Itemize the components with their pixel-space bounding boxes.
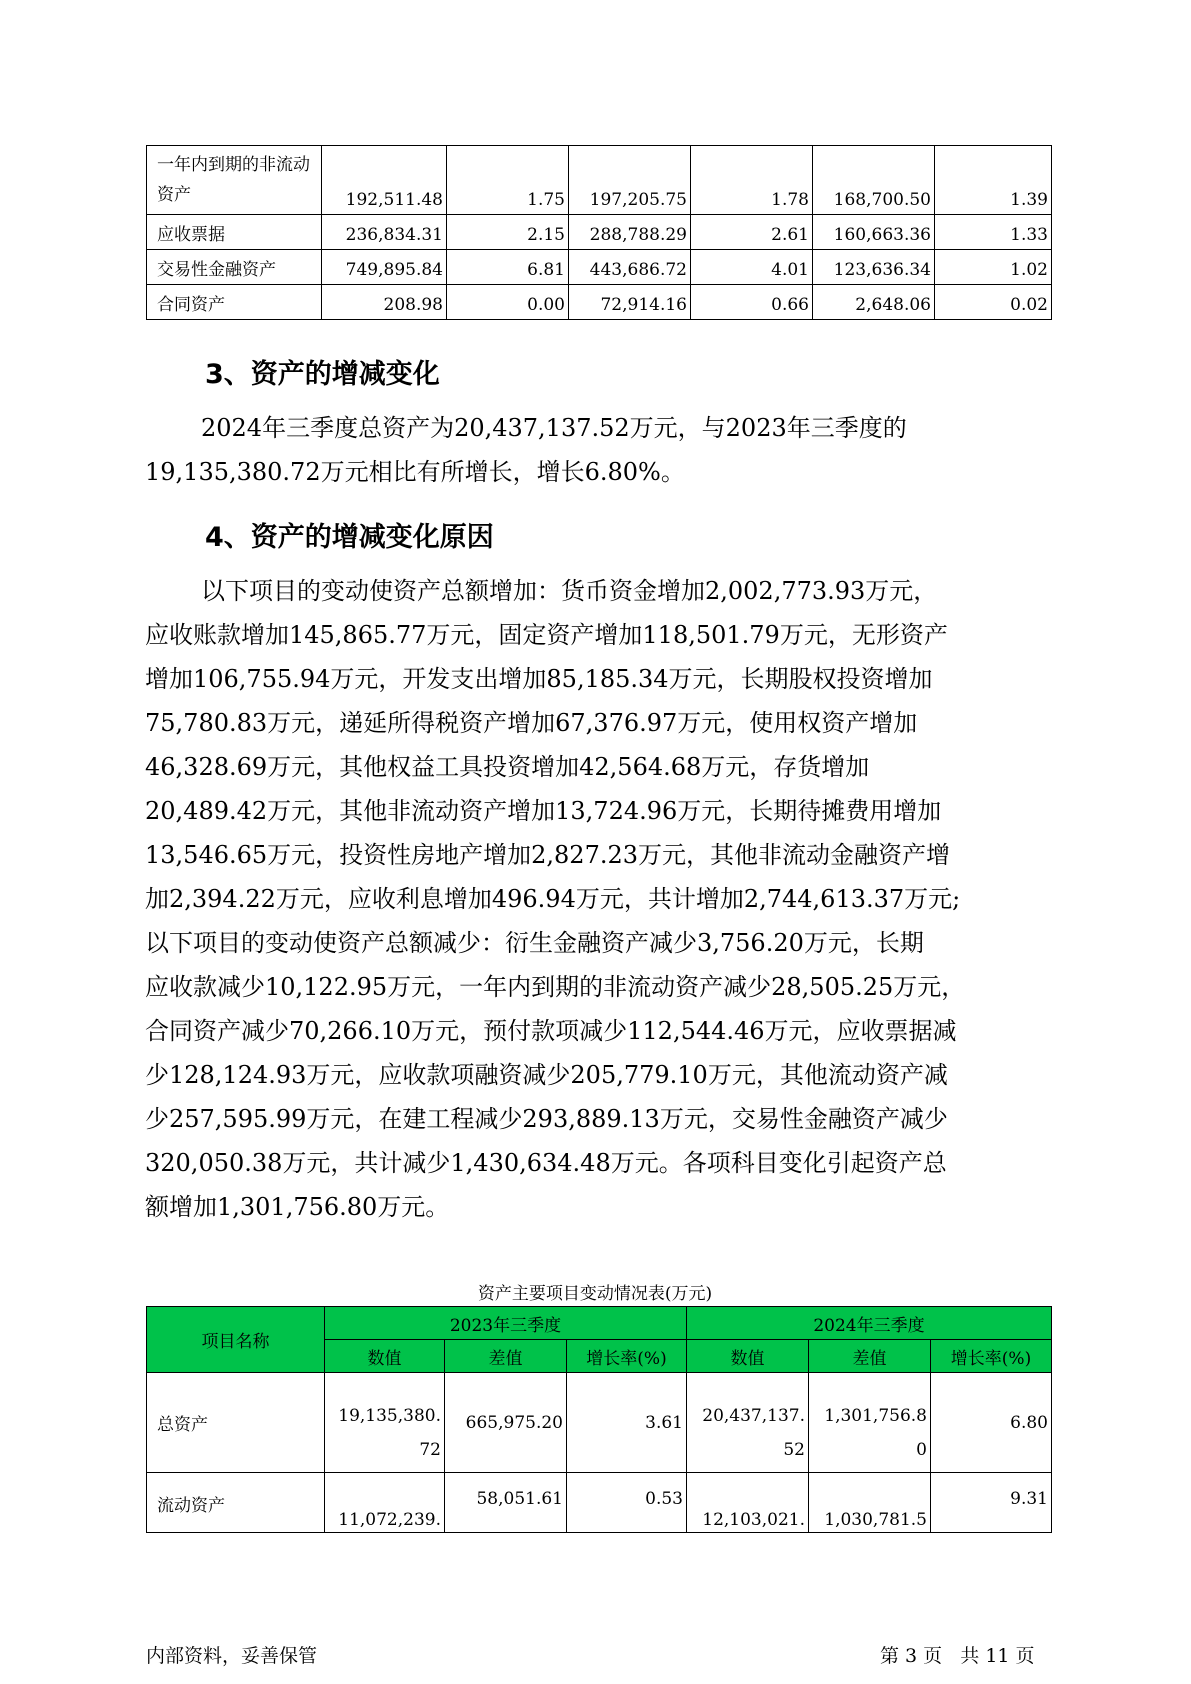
table-cell — [325, 1373, 445, 1473]
table-cell: 1.33 — [935, 215, 1052, 250]
cell-text: 1,301,756.8 — [824, 1405, 927, 1426]
table-cell: 0.66 — [691, 285, 813, 320]
table-row — [147, 285, 1052, 320]
table-cell: 0.00 — [447, 285, 569, 320]
table-cell — [809, 1373, 931, 1473]
table-cell: 236,834.31 — [322, 215, 447, 250]
row-label: 交易性金融资产 — [147, 250, 322, 285]
section-heading-4: 4、资产的增减变化原因 — [205, 522, 494, 553]
section-4-paragraph — [145, 569, 1045, 1229]
table-cell: 1.78 — [691, 146, 813, 215]
column-header-2024: 2024年三季度 — [687, 1307, 1052, 1340]
footer-page-number: 第 3 页 共 11 页 — [880, 1645, 1035, 1667]
text-line: 19,135,380.72万元相比有所增长，增长6.80%。 — [145, 458, 685, 486]
text-line: 应收账款增加145,865.77万元，固定资产增加118,501.79万元，无形资产 — [145, 621, 948, 649]
text-line: 2024年三季度总资产为20,437,137.52万元，与2023年三季度的 — [201, 414, 907, 442]
section-heading-3: 3、资产的增减变化 — [205, 359, 440, 390]
text-line: 以下项目的变动使资产总额增加：货币资金增加2,002,773.93万元， — [201, 577, 938, 605]
text-line: 以下项目的变动使资产总额减少：衍生金融资产减少3,756.20万元，长期 — [145, 929, 924, 957]
table-row — [147, 215, 1052, 250]
cell-text: 20,437,137. — [702, 1405, 805, 1426]
table-cell: 0.02 — [935, 285, 1052, 320]
column-header-diff: 差值 — [809, 1340, 931, 1373]
table-cell: 2,648.06 — [813, 285, 935, 320]
column-header-item: 项目名称 — [147, 1307, 325, 1373]
cell-text: 0 — [916, 1439, 927, 1460]
text-line: 75,780.83万元，递延所得税资产增加67,376.97万元，使用权资产增加 — [145, 709, 918, 737]
text-line: 加2,394.22万元，应收利息增加496.94万元，共计增加2,744,613.37万元; — [145, 885, 961, 913]
table-cell: 11,072,239. — [325, 1473, 445, 1533]
column-header-rate: 增长率(%) — [567, 1340, 687, 1373]
column-header-diff: 差值 — [445, 1340, 567, 1373]
table-row — [147, 146, 1052, 215]
text-line: 合同资产减少70,266.10万元，预付款项减少112,544.46万元，应收票据减 — [145, 1017, 957, 1045]
table-cell: 123,636.34 — [813, 250, 935, 285]
row-label: 合同资产 — [147, 285, 322, 320]
column-header-2023: 2023年三季度 — [325, 1307, 687, 1340]
table-cell: 2.61 — [691, 215, 813, 250]
table-cell: 0.53 — [567, 1473, 687, 1533]
asset-structure-table-continued — [146, 145, 1052, 320]
table-cell: 1,030,781.5 — [809, 1473, 931, 1533]
text-line: 应收款减少10,122.95万元，一年内到期的非流动资产减少28,505.25万元， — [145, 973, 966, 1001]
table-row — [147, 1373, 1052, 1473]
text-line: 13,546.65万元，投资性房地产增加2,827.23万元，其他非流动金融资产增 — [145, 841, 951, 869]
table-caption: 资产主要项目变动情况表(万元) — [477, 1284, 713, 1304]
table-cell: 72,914.16 — [569, 285, 691, 320]
table-cell: 4.01 — [691, 250, 813, 285]
table-cell: 1.02 — [935, 250, 1052, 285]
table-cell: 160,663.36 — [813, 215, 935, 250]
table-cell: 197,205.75 — [569, 146, 691, 215]
row-label: 应收票据 — [147, 215, 322, 250]
column-header-rate: 增长率(%) — [931, 1340, 1052, 1373]
table-cell — [687, 1373, 809, 1473]
table-cell: 665,975.20 — [445, 1373, 567, 1473]
table-row — [147, 250, 1052, 285]
row-label: 一年内到期的非流动资产 — [147, 146, 322, 215]
text-line: 46,328.69万元，其他权益工具投资增加42,564.68万元，存货增加 — [145, 753, 870, 781]
table-row — [147, 1473, 1052, 1533]
text-line: 320,050.38万元，共计减少1,430,634.48万元。各项科目变化引起资产总 — [145, 1149, 947, 1177]
cell-text: 52 — [783, 1439, 805, 1460]
cell-text: 19,135,380. — [338, 1405, 441, 1426]
row-label: 流动资产 — [147, 1473, 325, 1533]
text-line: 增加106,755.94万元，开发支出增加85,185.34万元，长期股权投资增加 — [145, 665, 933, 693]
column-header-value: 数值 — [687, 1340, 809, 1373]
row-label: 总资产 — [147, 1373, 325, 1473]
table-cell: 192,511.48 — [322, 146, 447, 215]
table-cell: 749,895.84 — [322, 250, 447, 285]
text-line: 额增加1,301,756.80万元。 — [145, 1193, 450, 1221]
table-cell: 443,686.72 — [569, 250, 691, 285]
table-cell: 6.81 — [447, 250, 569, 285]
table-cell: 288,788.29 — [569, 215, 691, 250]
table-cell: 208.98 — [322, 285, 447, 320]
table-cell: 2.15 — [447, 215, 569, 250]
table-cell: 168,700.50 — [813, 146, 935, 215]
table-cell: 3.61 — [567, 1373, 687, 1473]
table-cell: 1.75 — [447, 146, 569, 215]
table-cell: 9.31 — [931, 1473, 1052, 1533]
cell-text: 72 — [419, 1439, 441, 1460]
table-header-row — [147, 1307, 1052, 1340]
footer-confidential-note: 内部资料，妥善保管 — [146, 1645, 318, 1667]
column-header-value: 数值 — [325, 1340, 445, 1373]
asset-change-table — [146, 1306, 1052, 1533]
text-line: 少128,124.93万元，应收款项融资减少205,779.10万元，其他流动资产减 — [145, 1061, 948, 1089]
table-cell: 58,051.61 — [445, 1473, 567, 1533]
text-line: 少257,595.99万元，在建工程减少293,889.13万元，交易性金融资产减少 — [145, 1105, 948, 1133]
table-cell: 12,103,021. — [687, 1473, 809, 1533]
table-cell: 6.80 — [931, 1373, 1052, 1473]
section-3-paragraph — [145, 406, 1045, 494]
text-line: 20,489.42万元，其他非流动资产增加13,724.96万元，长期待摊费用增加 — [145, 797, 942, 825]
table-cell: 1.39 — [935, 146, 1052, 215]
